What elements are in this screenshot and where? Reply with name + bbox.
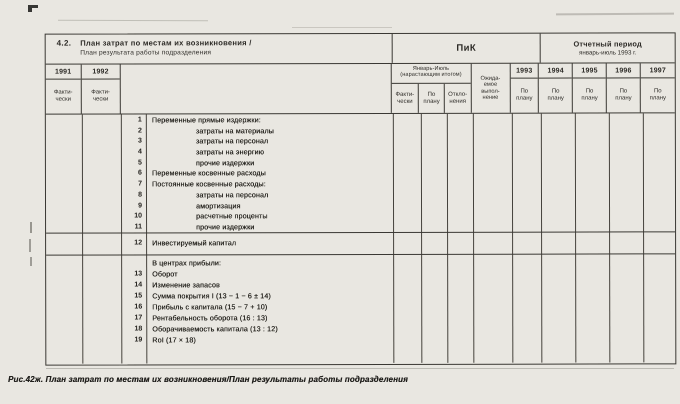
column-expected-fulfillment: Ожида- емое выпол- нение (471, 64, 510, 113)
row-label: прочие издержки (195, 158, 255, 168)
scan-artifact (29, 239, 31, 252)
scan-artifact (28, 5, 38, 12)
row-number: 7 (138, 180, 142, 188)
section-number: 4.2. (56, 38, 72, 48)
pik-cell (393, 34, 541, 63)
row-number: 18 (134, 325, 143, 333)
form-subtitle: План результата работы подразделения (80, 49, 212, 57)
report-period-title: Отчетный период (573, 39, 642, 49)
figure-caption: Рис.42ж. План затрат по местам их возникновения/План результаты работы подразделения (8, 375, 408, 384)
row-label: затраты на материалы (195, 126, 274, 136)
table-row (46, 334, 675, 346)
row-label: амортизация (196, 201, 241, 210)
year-label: 1994 (539, 64, 572, 79)
row-label: затраты на персонал (195, 137, 269, 146)
cost-rows-section (46, 114, 675, 233)
row-label: Оборот (152, 270, 178, 279)
row-number: 16 (134, 303, 143, 311)
row-number: 6 (138, 169, 142, 177)
column-1993 (510, 64, 539, 113)
row-number: 9 (138, 201, 143, 209)
scan-artifact (30, 257, 32, 266)
plan-label: По плану (649, 88, 667, 102)
row-label: затраты на энергию (195, 148, 265, 157)
column-1995 (573, 63, 607, 112)
row-number: 15 (134, 292, 143, 300)
row-label: Инвестируемый капитал (152, 239, 237, 248)
row-label: RoI (17 × 18) (152, 336, 196, 345)
row-number: 2 (137, 127, 142, 135)
section-header: В центрах прибыли: (152, 259, 222, 268)
row-label: Рентабельность оборота (16 : 13) (152, 314, 268, 323)
year-label: 1995 (573, 63, 606, 78)
scan-artifact (46, 368, 674, 369)
fact-label: Факти- чески (53, 89, 73, 103)
description-column-header (120, 64, 391, 114)
pik-label: ПиК (456, 42, 477, 54)
row-number: 19 (134, 336, 143, 344)
row-label: расчетные проценты (196, 212, 268, 221)
row-number: 4 (137, 148, 142, 156)
column-1994 (539, 64, 573, 113)
row-number: 1 (137, 116, 142, 124)
column-deviation: Откло- нения (448, 91, 468, 105)
column-1997 (641, 63, 675, 112)
column-1991 (46, 65, 82, 114)
plan-label: По плану (615, 88, 632, 102)
row-number: 11 (134, 223, 143, 231)
year-label: 1997 (641, 63, 675, 78)
row-label: Переменные прямые издержки: (151, 116, 261, 125)
plan-label: По плану (581, 88, 598, 102)
row-number: 8 (138, 191, 142, 199)
jan-jul-subcolumns (391, 84, 470, 113)
row-label: прочие издержки (196, 223, 255, 232)
column-group-jan-jul (391, 64, 471, 113)
plan-label: По плану (516, 88, 533, 102)
row-label: Переменные косвенные расходы (151, 169, 266, 178)
row-number: 14 (134, 281, 143, 289)
column-1996 (607, 63, 641, 112)
row-number: 10 (134, 212, 143, 220)
year-label: 1993 (510, 64, 538, 79)
scan-artifact (58, 20, 208, 22)
row-number: 12 (134, 239, 143, 247)
jan-jul-group-label: Январь-Июль (нарастающим итогом) (391, 64, 470, 84)
row-label: Оборачиваемость капитала (13 : 12) (152, 325, 278, 334)
cost-plan-table (45, 32, 677, 365)
year-label: 1991 (46, 65, 81, 80)
row-label: Прибыль с капитала (15 − 7 + 10) (152, 303, 268, 312)
row-label: Изменение запасов (152, 281, 220, 290)
column-1992 (82, 65, 121, 114)
scan-artifact (292, 27, 392, 28)
row-label: Сумма покрытия I (13 − 1 − 6 ± 14) (152, 292, 271, 301)
row-number: 3 (137, 137, 142, 145)
form-titles (80, 38, 251, 63)
table-body (46, 113, 676, 363)
form-title: План затрат по местам их возникновения / (80, 38, 252, 48)
column-fact: Факти- чески (391, 84, 419, 113)
column-header-band (46, 63, 675, 114)
row-label: Постоянные косвенные расходы: (151, 180, 266, 189)
form-title-cell (46, 34, 393, 64)
report-period-cell (541, 33, 675, 62)
scan-artifact (556, 13, 674, 16)
report-period-range: январь-июль 1993 г. (578, 49, 637, 57)
table-title-band (46, 33, 675, 64)
row-number: 17 (134, 314, 143, 322)
row-number: 13 (134, 270, 143, 278)
invested-capital-row (46, 231, 675, 254)
profit-center-section (46, 253, 675, 346)
plan-label: По плану (547, 88, 564, 102)
row-label: затраты на персонал (195, 191, 269, 200)
year-label: 1996 (607, 63, 640, 78)
year-label: 1992 (82, 65, 120, 80)
scan-artifact (30, 222, 32, 233)
column-plan: По плану (419, 84, 445, 113)
row-number: 5 (138, 159, 142, 167)
fact-label: Факти- чески (91, 89, 110, 103)
